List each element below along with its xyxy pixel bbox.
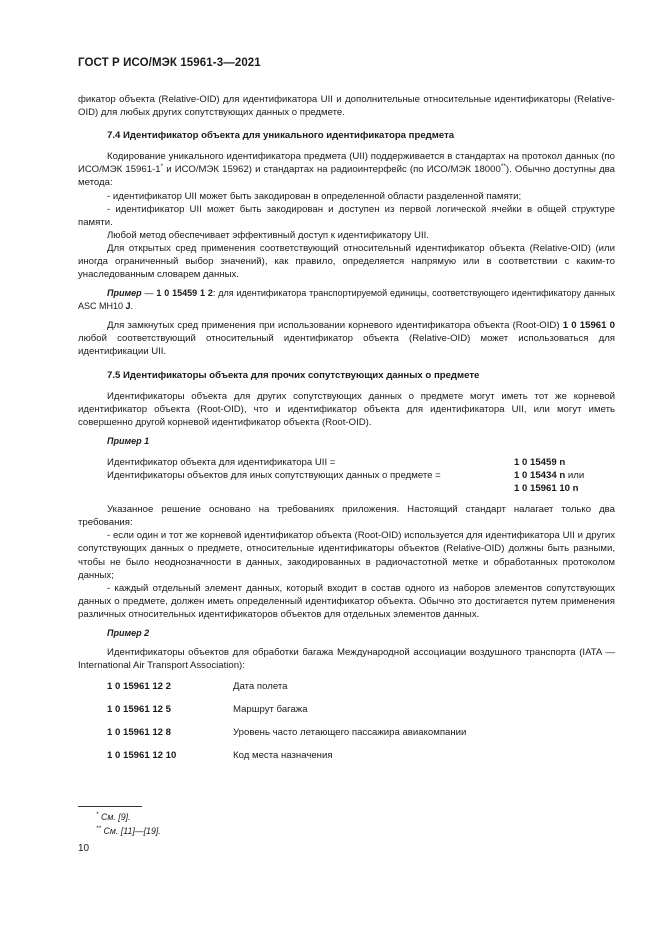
paragraph-open-env: Для открытых сред применения соответствующий относительный идентификатор объекта (Relative-OID) (или иногда ограниченный выбор значений), как правило, определяется напрямую или в соответствии с каким-то унаследованным словарем данных. [78, 242, 615, 281]
table-row [107, 469, 615, 495]
bullet-item: - идентификатор UII может быть закодирован и доступен из первой логической ячейки в общей структуре памяти. [78, 203, 615, 228]
oid-code: 1 0 15961 12 10 [107, 750, 177, 762]
table-row [107, 680, 466, 703]
example-2-label: Пример 2 [107, 628, 150, 638]
paragraph-closed-env: Для замкнутых сред применения при использовании корневого идентификатора объекта (Root-OID) 1 0 15961 0 любой соответствующий относительный идентификатор объекта (Relative-OID) может использоваться для идентификации UII. [78, 320, 615, 358]
oid-code: 1 0 15961 12 2 [107, 681, 172, 693]
table-row [107, 726, 466, 749]
paragraph-other-data: Идентификаторы объекта для других сопутствующих данных о предмете могут иметь тот же корневой идентификатор объекта (Root-OID), что и идентификатор объекта для идентификатора UII, или могут иметь совершенно другой корневой идентификатор объекта (Root-OID). [78, 390, 615, 428]
row-value: 1 0 15459 n [514, 456, 566, 468]
row-label: Идентификатор объекта для идентификатора UII = [107, 456, 336, 468]
paragraph-iata: Идентификаторы объектов для обработки багажа Международной ассоциации воздушного транспорта (IATA — International Air Transport Association): [78, 647, 615, 672]
example-note: Пример — 1 0 15459 1 2: для идентификатора транспортируемой единицы, соответствующего идентификатору данных ASC MH10 J. [78, 288, 615, 312]
footnote-2: ** См. [11]—[19]. [96, 825, 161, 836]
oid-label: Маршрут багажа [233, 704, 308, 716]
table-row [107, 703, 466, 726]
oid-code: 1 0 15961 12 5 [107, 704, 172, 716]
oid-code: 1 0 15961 12 8 [107, 727, 172, 739]
oid-label: Дата полета [233, 681, 288, 693]
example-1-label: Пример 1 [107, 435, 150, 446]
paragraph-requirements: Указанное решение основано на требованиях приложения. Настоящий стандарт налагает только два требования: [78, 504, 615, 529]
iata-codes-table [107, 680, 466, 772]
paragraph-access: Любой метод обеспечивает эффективный доступ к идентификатору UII. [107, 229, 429, 241]
oid-label: Уровень часто летающего пассажира авиакомпании [233, 727, 467, 739]
bullet-item: - если один и тот же корневой идентификатор объекта (Root-OID) используется для идентификатора UII и других сопутствующих данных о предмете, относительные идентификаторы объектов (Relative-OID) должны быть разными, чтобы не было неоднозначности в данных, закодированных в радиочастотной метке и обработанных протоколом данных; [78, 530, 615, 581]
bullet-item: - каждый отдельный элемент данных, который входит в состав одного из наборов элементов сопутствующих данных о предмете, должен иметь определенный идентификатор объекта. Обычно это достигается путем применения различных относительных идентификаторов объектов для отдельных элементов данных. [78, 582, 615, 620]
paragraph-uii-encoding: Кодирование уникального идентификатора предмета (UII) поддерживается в стандартах на протокол данных (по ИСО/МЭК 15961-1* и ИСО/МЭК 15962) и стандартах на радиоинтерфейс (по ИСО/МЭК 18000**). Обычно доступны два метода: [78, 151, 616, 189]
paragraph-continued: фикатор объекта (Relative-OID) для идентификатора UII и дополнительные относительные идентификаторы (Relative-OID) для любых других сопутствующих данных о предмете. [78, 94, 615, 119]
row-value: 1 0 15434 n или 1 0 15961 10 n [514, 469, 585, 495]
example-1-table [107, 456, 615, 495]
section-heading-7-4: 7.4 Идентификатор объекта для уникального идентификатора предмета [107, 130, 455, 142]
document-body [78, 93, 615, 773]
footnote-separator [78, 806, 142, 807]
page-number: 10 [78, 843, 90, 854]
row-label: Идентификаторы объектов для иных сопутствующих данных о предмете = [107, 469, 441, 481]
running-header: ГОСТ Р ИСО/МЭК 15961-3—2021 [78, 57, 261, 69]
bullet-item: - идентификатор UII может быть закодирован в определенной области разделенной памяти; [107, 190, 522, 202]
footnote-ref-2: ** [500, 163, 506, 171]
oid-label: Код места назначения [233, 750, 333, 762]
footnote-1: * См. [9]. [96, 811, 131, 822]
footnote-ref-1: * [160, 163, 164, 171]
table-row [107, 749, 466, 772]
table-row [107, 456, 615, 469]
section-heading-7-5: 7.5 Идентификаторы объекта для прочих сопутствующих данных о предмете [107, 369, 480, 381]
